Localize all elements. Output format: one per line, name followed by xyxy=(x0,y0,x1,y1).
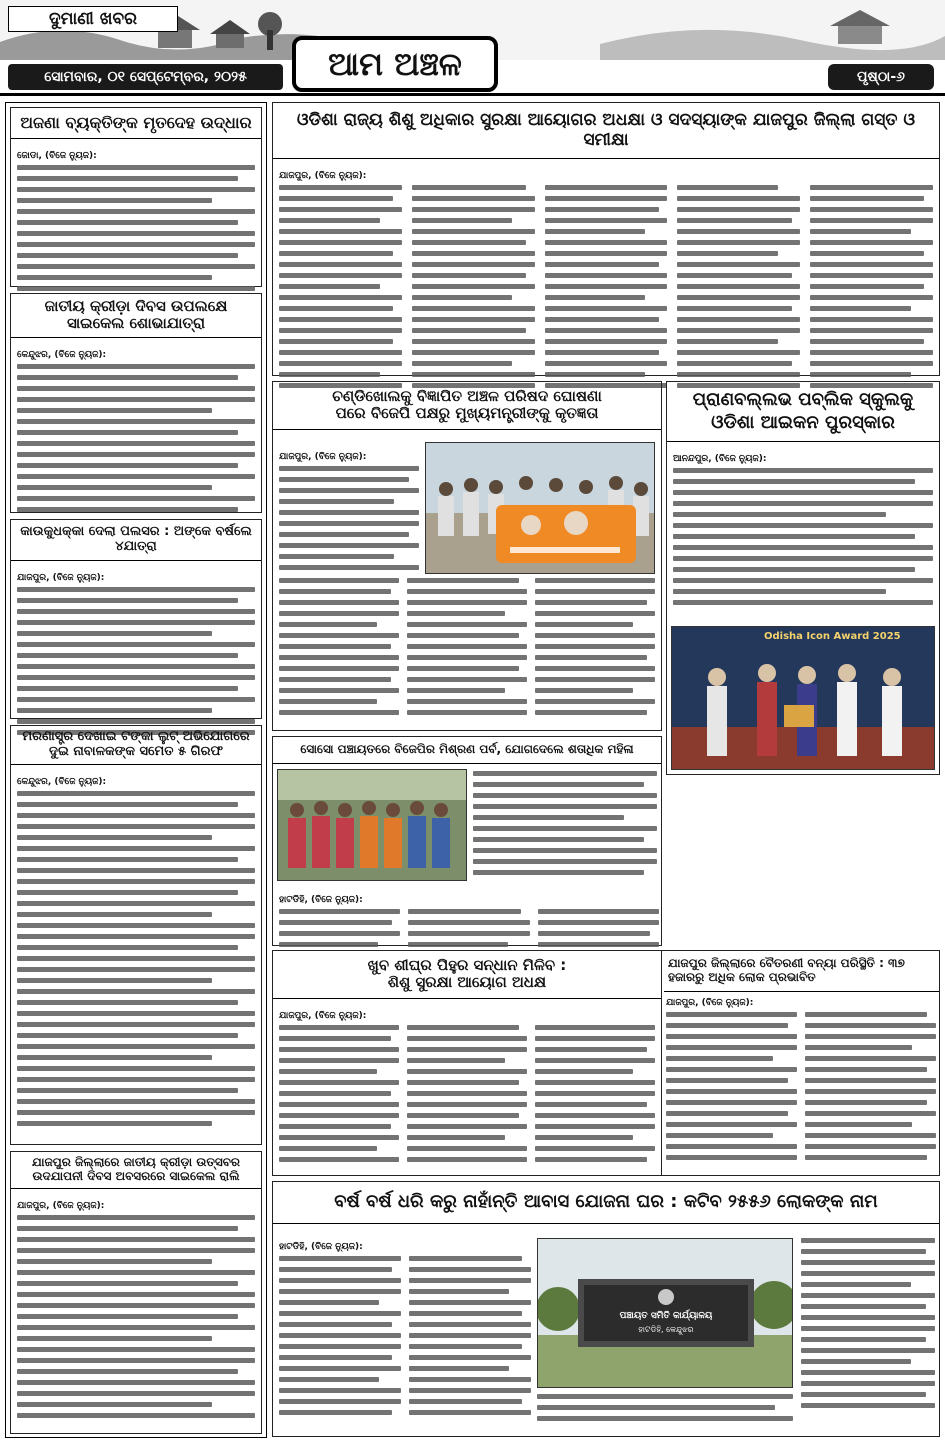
lead-story xyxy=(272,102,940,376)
soso-story xyxy=(272,736,662,946)
article-body xyxy=(279,578,655,724)
page-number-box xyxy=(828,64,934,90)
issue-date: ସୋମବାର, ୦୧ ସେପ୍ଟେମ୍ବର, ୨୦୨୫ xyxy=(44,69,247,85)
headline-pulsar: କାଉକୁଧକ୍କା ଦେଲା ପଲସର : ଅଙ୍କେ ବର୍ଷଲେ ୪ଯାତ୍ରା xyxy=(11,520,261,561)
brand-box xyxy=(8,6,178,32)
article-body xyxy=(17,587,255,742)
article-dead-body xyxy=(10,107,262,287)
masthead xyxy=(0,0,945,96)
rally-photo xyxy=(425,442,655,574)
article-body xyxy=(801,1238,935,1432)
section-banner xyxy=(292,36,498,92)
headline-housing: ବର୍ଷ ବର୍ଷ ଧରି କରୁ ନାହାଁନ୍ତି ଆବାସ ଯୋଜନା ଘର : କଟିବ ୨୫୫୬ ଲୋକଙ୍କ ନାମ xyxy=(273,1182,939,1224)
dateline: ଯାଜପୁର, (ବିଜେ ନ୍ୟୁଜ): xyxy=(279,452,367,462)
dateline: କେନ୍ଦୁଝର, (ବିଜେ ନ୍ୟୁଜ): xyxy=(17,776,107,787)
dateline: ଯାଜପୁର, (ବିଜେ ନ୍ୟୁଜ): xyxy=(17,1200,105,1211)
headline-soso: ସୋସୋ ପଞ୍ଚାୟତରେ ବିଜେପିର ମିଶ୍ରଣ ପର୍ବ, ଯୋଗଦେଲେ ଶତାଧିକ ମହିଳା xyxy=(273,737,661,764)
headline-commission-l1: ଖୁବ ଶୀଘ୍ର ପିହୁର ସନ୍ଧାନ ମିଳିବ : xyxy=(367,956,567,974)
article-body xyxy=(279,466,419,586)
date-bar xyxy=(8,64,283,90)
office-sign-line1: ପଞ୍ଚାୟତ ସମିତି କାର୍ଯ୍ୟାଳୟ xyxy=(619,1311,713,1321)
article-body xyxy=(17,1215,255,1440)
article-sports-day xyxy=(10,293,262,513)
lead-headline: ଓଡିଶା ରାଜ୍ୟ ଶିଶୁ ଅଧିକାର ସୁରକ୍ଷା ଆୟୋଗର ଅଧକ୍ଷା ଓ ସଦସ୍ୟାଙ୍କ ଯାଜପୁର ଜିଲ୍ଲା ଗସ୍ତ ଓ ସମୀକ୍ଷା xyxy=(273,103,939,159)
block-office-photo xyxy=(537,1238,793,1388)
article-body xyxy=(17,364,255,514)
left-column xyxy=(5,102,267,1438)
dateline: ହାଟଡିହି, (ବିଜେ ନ୍ୟୁଜ): xyxy=(279,1242,363,1252)
dateline: ଆନନ୍ଦପୁର, (ବିଜେ ନ୍ୟୁଜ): xyxy=(673,454,767,465)
headline-dead-body: ଅଜଣା ବ୍ୟକ୍ତିଙ୍କ ମୃତଦେହ ଉଦ୍ଧାର xyxy=(11,108,261,139)
award-banner-text: Odisha Icon Award 2025 xyxy=(764,631,901,642)
headline-commission-l2: ଶିଶୁ ସୁରକ୍ଷା ଆୟୋଗ ଅଧକ୍ଷ xyxy=(273,974,661,998)
school-award-story xyxy=(666,381,940,775)
article-pulsar-accident xyxy=(10,519,262,719)
dateline: ଯାଜପୁର, (ବିଜେ ନ୍ୟୁଜ): xyxy=(279,1010,367,1021)
headline-sports-day-l2: ସାଇକେଲ ଶୋଭାଯାତ୍ରା xyxy=(11,315,261,337)
brand-name: ଦୁମାଣୀ ଖବର xyxy=(49,9,137,29)
headline-sports-day-l1: ଜାତୀୟ କ୍ରୀଡ଼ା ଦିବସ ଉପଲକ୍ଷେ xyxy=(44,297,228,315)
chandikhol-story xyxy=(272,381,662,731)
headline-school-l1: ପ୍ରାଣବଲ୍ଲଭ ପବ୍ଲିକ ସ୍କୁଲକୁ xyxy=(692,389,914,410)
housing-story xyxy=(272,1181,940,1437)
article-body xyxy=(279,1256,531,1443)
headline-robbery-l1: ମରଣାସ୍ତ୍ର ଦେଖାଇ ଟଙ୍କା ଲୁଟ୍ ଅଭିଯୋଗରେ xyxy=(22,729,250,744)
lead-body xyxy=(279,185,933,400)
dateline: ଯାଜପୁର, (ବିଜେ ନ୍ୟୁଜ): xyxy=(279,171,367,182)
article-body xyxy=(17,791,255,1151)
dateline: କେନ୍ଦୁଝର, (ବିଜେ ନ୍ୟୁଜ): xyxy=(17,349,107,360)
article-body xyxy=(473,771,657,881)
article-cycle-rally xyxy=(10,1151,262,1434)
article-robbery-arrest xyxy=(10,725,262,1145)
headline-cycle-rally-l1: ଯାଜପୁର ଜିଲ୍ଲାରେ ଜାତୀୟ କ୍ରୀଡ଼ା ଉତ୍ସବର xyxy=(32,1155,240,1169)
soso-photo xyxy=(277,769,467,881)
headline-robbery-l2: ଦୁଇ ନାବାଳକଙ୍କ ସମେତ ୫ ଗିରଫ xyxy=(11,745,261,765)
headline-flood: ଯାଜପୁର ଜିଲ୍ଲାରେ ବୈତରଣୀ ବନ୍ୟା ପରିସ୍ଥିତି : ୩୭ ହଜାରରୁ ଅଧିକ ଲୋକ ପ୍ରଭାବିତ xyxy=(664,951,939,992)
flood-story-body xyxy=(666,990,936,1182)
dateline: ହାଟଡିହି, (ବିଜେ ନ୍ୟୁଜ): xyxy=(279,895,363,905)
article-body xyxy=(673,468,933,618)
article-body xyxy=(17,165,255,295)
headline-cycle-rally-l2: ଉଦଯାପନୀ ଦିବସ ଅବସରରେ ସାଇକେଲ ରାଲି xyxy=(11,1170,261,1189)
section-title: ଆମ ଅଞ୍ଚଳ xyxy=(328,45,462,83)
article-body xyxy=(537,1394,793,1432)
dateline: ଜୋଡା, (ବିଜେ ନ୍ୟୁଜ): xyxy=(17,151,97,162)
headline-school-l2: ଓଡିଶା ଆଇକନ ପୁରସ୍କାର xyxy=(667,411,939,443)
page-number: ପୃଷ୍ଠା-୬ xyxy=(857,69,905,85)
award-photo xyxy=(671,626,935,770)
office-sign-line2: ହାଟଡିହି, କେନ୍ଦୁଝର xyxy=(638,1325,694,1334)
headline-chandikhol-l2: ପରେ ବିଜେପି ପକ୍ଷରୁ ମୁଖ୍ୟମନ୍ତ୍ରୀଙ୍କୁ କୃତଜ୍ଞତା xyxy=(273,405,661,429)
headline-chandikhol-l1: ଚଣ୍ଡିଖୋଲକୁ ବିଜ୍ଞାପିତ ଅଞ୍ଚଳ ପରିଷଦ ଘୋଷଣା xyxy=(332,387,602,405)
dateline: ଯାଜପୁର, (ବିଜେ ନ୍ୟୁଜ): xyxy=(666,998,754,1008)
dateline: ଯାଜପୁର, (ବିଜେ ନ୍ୟୁଜ): xyxy=(17,572,105,583)
